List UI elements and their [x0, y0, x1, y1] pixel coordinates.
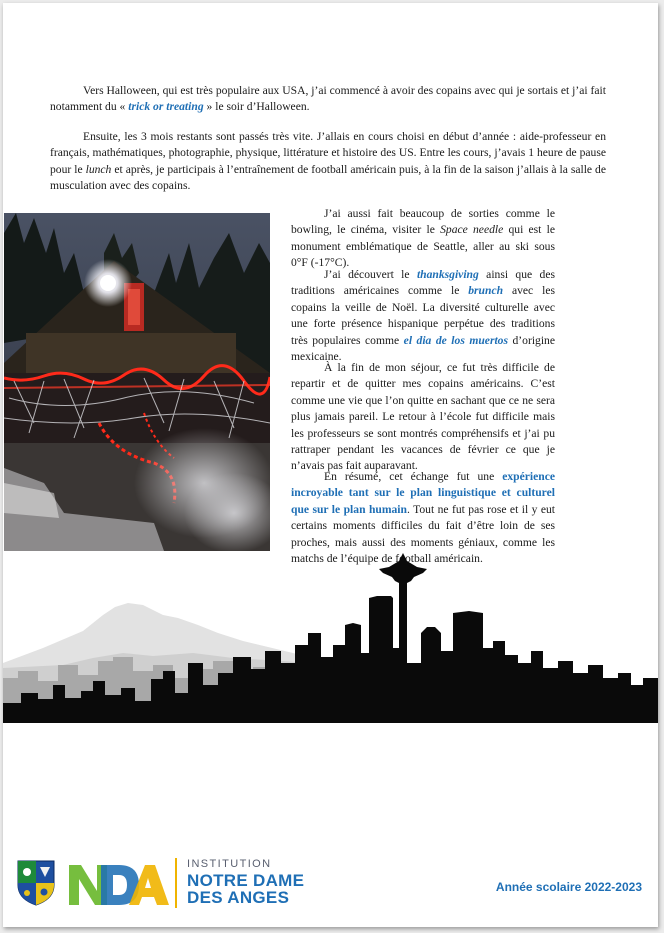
seattle-skyline-graphic: [3, 553, 658, 723]
paragraph-traditions: [291, 267, 555, 365]
institution-name-line1: NOTRE DAME: [187, 871, 305, 890]
school-year: Année scolaire 2022-2023: [495, 880, 642, 894]
text-span: . Tout ne fut pas rose et il y eut certains moments difficiles du fait d’être loin de ses proches, mais aussi des moments géniaux, comme les matchs de l’équipe de football américain.: [291, 502, 555, 566]
text-span: d’origine mexicaine.: [291, 333, 555, 364]
highlight-dia-de-los-muertos: el dia de los muertos: [403, 333, 508, 347]
text-span: À la fin de mon séjour, ce fut très difficile de repartir et de quitter mes copains américains. C’est comme une vie que l’on quitte en sachant que ce ne sera plus jamais pareil. Le retour à l’école fut difficile mais les professeurs se sont montrés compréhensifs et j’ai pu rattraper pendant les vacances de février ce que je n’avais pas fait auparavant.: [291, 361, 555, 473]
text-span: avec les copains la veille de Noël. La diversité culturelle avec une forte présence hispanique perpétue des traditions très populaires comme: [291, 284, 555, 347]
highlight-experience: expérience incroyable tant sur le plan linguistique et culturel que sur le plan humain: [291, 470, 555, 516]
highlight-thanksgiving: thanksgiving: [416, 268, 479, 281]
text-span: En résumé, cet échange fut une: [324, 470, 503, 483]
text-span: Ensuite, les 3 mois restants sont passés très vite. J’allais en cours choisi en début d’année : aide-professeur en français, mathématiques, photographie, physique, littérature et histoire des US. Entre les cours, j’avais 1 heure de pause pour le: [50, 130, 606, 176]
footer-separator: [175, 858, 177, 908]
text-span: J’ai aussi fait beaucoup de sorties comme le bowling, le cinéma, visiter le: [291, 207, 555, 237]
text-span: qui est le monument emblématique de Seattle, aller au ski sous 0°F (-17°C).: [291, 223, 555, 270]
text-span: » le soir d’Halloween.: [203, 100, 310, 114]
nda-logo-icon: [67, 859, 169, 909]
text-span: J’ai découvert le: [324, 268, 417, 281]
paragraph-departure: [291, 360, 555, 475]
paragraph-school: [50, 129, 606, 195]
halloween-house-photo: [4, 213, 270, 551]
document-page: [3, 3, 658, 927]
institution-name-line2: DES ANGES: [187, 888, 290, 907]
institution-label: INSTITUTION: [187, 858, 272, 870]
coat-of-arms-icon: [16, 859, 56, 907]
text-span: Vers Halloween, qui est très populaire aux USA, j’ai commencé à avoir des copains avec qui je sortais et j’ai fait notamment du «: [50, 84, 606, 114]
italic-space-needle: Space needle: [440, 223, 504, 237]
paragraph-halloween: [50, 83, 606, 116]
paragraph-outings: [291, 206, 555, 272]
italic-lunch: lunch: [85, 162, 112, 176]
highlight-brunch: brunch: [468, 284, 504, 298]
text-span: et après, je participais à l’entraînement de football américain puis, à la fin de la saison j’allais à la salle de musculation avec des copains.: [50, 162, 607, 193]
highlight-trick-or-treating: trick or treating: [128, 100, 204, 114]
text-span: ainsi que des traditions américaines comme le: [291, 268, 555, 298]
